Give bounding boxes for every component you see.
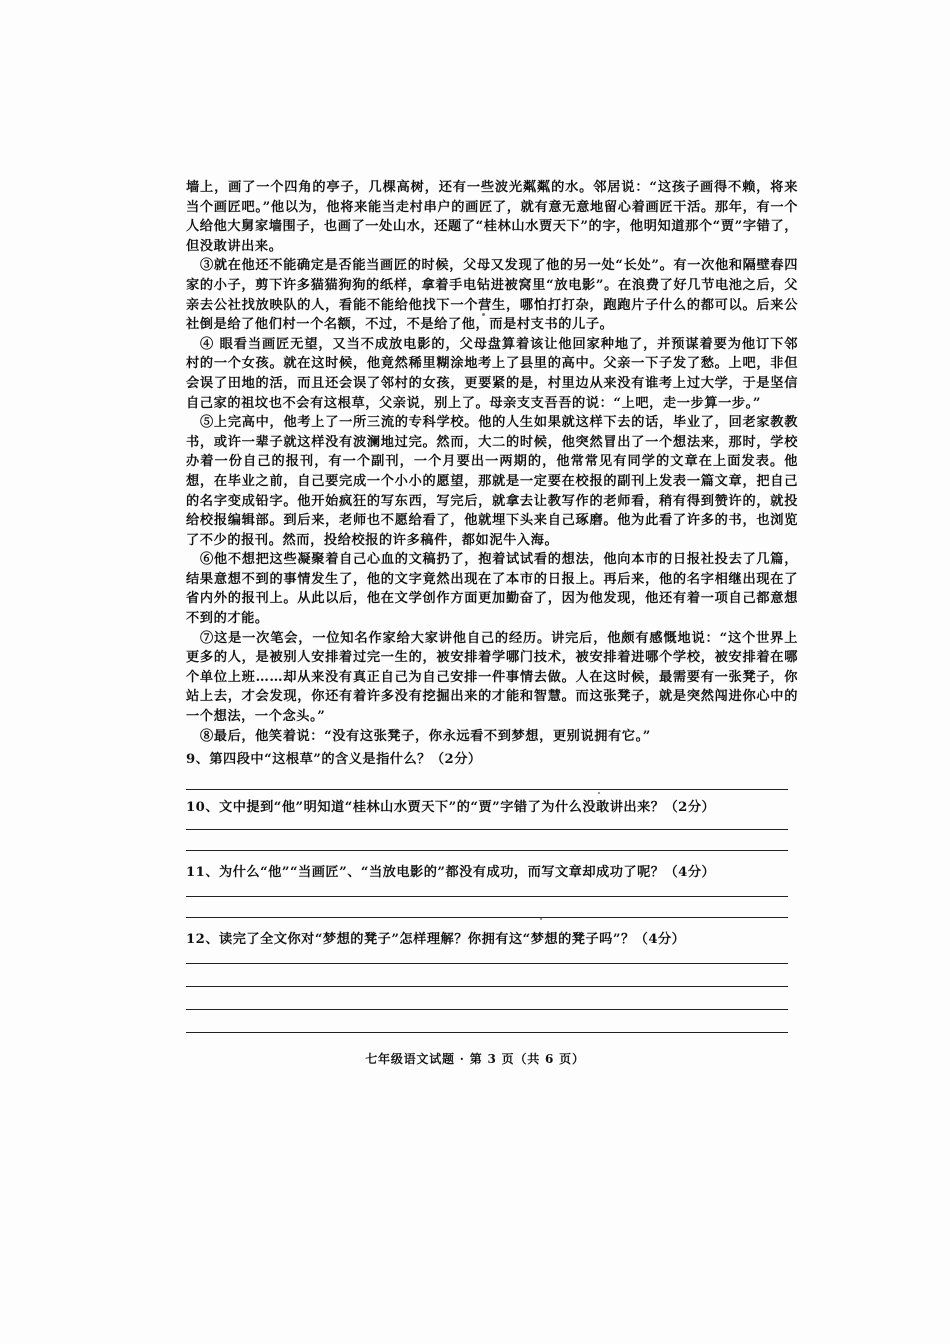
answer-line-q10-2[interactable] [186, 850, 788, 851]
passage-paragraph-5: ⑤上完高中，他考上了一所三流的专科学校。他的人生如果就这样下去的话，毕业了，回老家教教书，或许一辈子就这样没有波澜地过完。然而，大二的时候，他突然冒出了一个想法来，那时，学校办着一份自己的报刊，有一个副刊，一个月要出一两期的，他常常见有同学的文章在上面发表。他想，在毕业之前，自己要完成一个小小的愿望，那就是一定要在校报的副刊上发表一篇文章，把自己的名字变成铅字。他开始疯狂的写东西，写完后，就拿去让教写作的老师看，稍有得到赞许的，就投给校报编辑部。到后来，老师也不愿给看了，他就埋下头来自己琢磨。他为此看了许多的书，也浏览了不少的报刊。然而，投给校报的许多稿件，都如泥牛入海。 [186, 415, 798, 548]
passage-paragraph-7: ⑦这是一次笔会，一位知名作家给大家讲他自己的经历。讲完后，他颇有感慨地说：“这个世界上更多的人，是被别人安排着过完一生的，被安排着学哪门技术，被安排着进哪个学校，被安排着在哪个单位上班……却从来没有真正自己为自己安排一件事情去做。人在这时候，最需要有一张凳子，你站上去，才会发现，你还有着许多没有挖掘出来的才能和智慧。而这张凳子，就是突然闯进你心中的一个想法，一个念头。” [186, 630, 798, 725]
exam-content [186, 178, 798, 1033]
scan-speck [540, 918, 542, 920]
reading-passage [186, 178, 798, 746]
answer-line-q9[interactable] [186, 789, 788, 790]
answer-line-q11-2[interactable] [186, 917, 788, 918]
passage-paragraph-4: ④ 眼看当画匠无望，又当不成放电影的，父母盘算着该让他回家种地了，并预谋着要为他订下邻村的一个女孩。就在这时候，他竟然稀里糊涂地考上了县里的高中。父亲一下子发了愁。上吧，非但会误了田地的活，而且还会误了邻村的女孩，更要紧的是，村里边从来没有谁考上过大学，于是坚信自己家的祖坟也不会有这根草，父亲说，别上了。母亲支支吾吾的说：“上吧，走一步算一步。” [186, 336, 798, 411]
scan-speck [598, 792, 600, 794]
question-12: 12、读完了全文你对“梦想的凳子”怎样理解？你拥有这“梦想的凳子吗”？（4分） [186, 932, 686, 948]
passage-paragraph-8: ⑧最后，他笑着说：“没有这张凳子，你永远看不到梦想，更别说拥有它。” [200, 728, 651, 744]
answer-line-q12-1[interactable] [186, 963, 788, 964]
question-10: 10、文中提到“他”明知道“桂林山水贾天下”的“贾”字错了为什么没敢讲出来？（2分） [186, 800, 716, 816]
page-footer: 七年级语文试题 · 第 3 页（共 6 页） [365, 1052, 585, 1066]
question-9: 9、第四段中“这根草”的含义是指什么？（2分） [186, 752, 482, 768]
passage-paragraph-2-cont: 墙上，画了一个四角的亭子，几棵高树，还有一些波光粼粼的水。邻居说：“这孩子画得不赖，将来当个画匠吧。”他以为，他将来能当走村串户的画匠了，就有意无意地留心着画匠干活。那年，有一个人给他大舅家墙围子，也画了一处山水，还题了“桂林山水贾天下”的字，他明知道那个“贾”字错了，但没敢讲出来。 [186, 180, 798, 254]
answer-line-q12-2[interactable] [186, 986, 788, 987]
answer-line-q12-3[interactable] [186, 1009, 788, 1010]
scan-speck [482, 313, 485, 316]
answer-line-q12-4[interactable] [186, 1032, 788, 1033]
answer-line-q10-1[interactable] [186, 829, 788, 830]
passage-paragraph-3: ③就在他还不能确定是否能当画匠的时候，父母又发现了他的另一处“长处”。有一次他和隔壁春四家的小子，剪下许多猫猫狗狗的纸样，拿着手电钻进被窝里“放电影”。在浪费了好几节电池之后，父亲去公社找放映队的人，看能不能给他找下一个营生，哪怕打打杂，跑跑片子什么的都可以。后来公社倒是给了他们村一个名额，不过，不是给了他，而是村支书的儿子。 [186, 258, 798, 333]
passage-paragraph-6: ⑥他不想把这些凝聚着自己心血的文稿扔了，抱着试试看的想法，他向本市的日报社投去了几篇，结果意想不到的事情发生了，他的文字竟然出现在了本市的日报上。再后来，他的名字相继出现在了省内外的报刊上。从此以后，他在文学创作方面更加勤奋了，因为他发现，他还有着一项自己都意想不到的才能。 [186, 552, 798, 627]
answer-line-q11-1[interactable] [186, 896, 788, 897]
question-11: 11、为什么“他”“当画匠”、“当放电影的”都没有成功，而写文章却成功了呢？（4分） [186, 865, 716, 881]
